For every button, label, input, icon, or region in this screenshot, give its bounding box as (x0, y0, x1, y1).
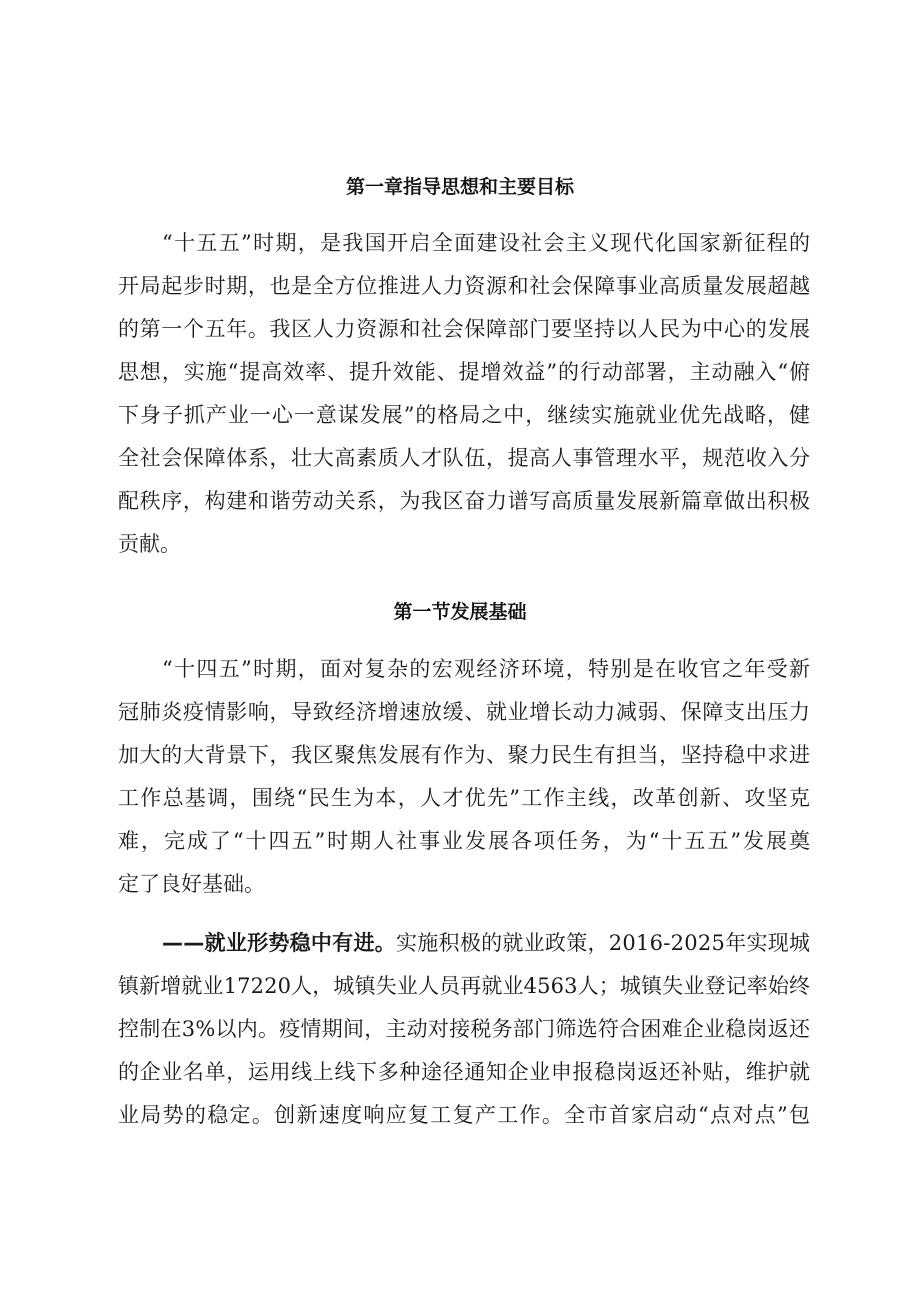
paragraph-1-line: 的第一个五年。我区人力资源和社会保障部门要坚持以人民为中心的发展 (118, 317, 811, 341)
paragraph-3-first-line (162, 929, 810, 957)
paragraph-1-line: 全社会保障体系，壮大高素质人才队伍，提高人事管理水平，规范收入分 (118, 446, 811, 470)
chapter-title: 第一章指导思想和主要目标 (345, 176, 574, 198)
section-title: 第一节发展基础 (393, 601, 527, 623)
paragraph-3-line: 控制在3%以内。疫情期间，主动对接税务部门筛选符合困难企业稳岗返还 (118, 1017, 811, 1041)
paragraph-1-line: 开局起步时期，也是全方位推进人力资源和社会保障事业高质量发展超越 (118, 274, 811, 298)
paragraph-1-line: “十五五”时期，是我国开启全面建设社会主义现代化国家新征程的 (162, 231, 812, 255)
paragraph-2-line: 冠肺炎疫情影响，导致经济增速放缓、就业增长动力减弱、保障支出压力 (118, 700, 811, 724)
paragraph-1-line: 下身子抓产业一心一意谋发展”的格局之中，继续实施就业优先战略，健 (118, 403, 811, 427)
paragraph-2-line: “十四五”时期，面对复杂的宏观经济环境，特别是在收官之年受新 (162, 657, 812, 681)
paragraph-2-line: 定了良好基础。 (118, 872, 265, 896)
paragraph-2-line: 加大的大背景下，我区聚焦发展有作为、聚力民生有担当，坚持稳中求进 (118, 743, 811, 767)
paragraph-3-line: 镇新增就业17220人，城镇失业人员再就业4563人；城镇失业登记率始终 (118, 974, 811, 998)
paragraph-1-line: 贡献。 (118, 532, 181, 556)
paragraph-1-line: 思想，实施“提高效率、提升效能、提增效益”的行动部署，主动融入“俯 (118, 360, 811, 384)
paragraph-2-line: 难，完成了“十四五”时期人社事业发展各项任务，为“十五五”发展奠 (118, 829, 812, 853)
paragraph-3-lead-rest: 实施积极的就业政策，2016-2025年实现城 (396, 931, 811, 955)
paragraph-3-line: 的企业名单，运用线上线下多种途径通知企业申报稳岗返还补贴，维护就 (118, 1060, 811, 1084)
paragraph-1-line: 配秩序，构建和谐劳动关系，为我区奋力谱写高质量发展新篇章做出积极 (118, 489, 811, 513)
paragraph-3-line: 业局势的稳定。创新速度响应复工复产工作。全市首家启动“点对点”包 (118, 1103, 812, 1127)
paragraph-2-line: 工作总基调，围绕“民生为本，人才优先”工作主线，改革创新、攻坚克 (118, 786, 812, 810)
paragraph-3-lead: ——就业形势稳中有进。 (162, 931, 397, 955)
